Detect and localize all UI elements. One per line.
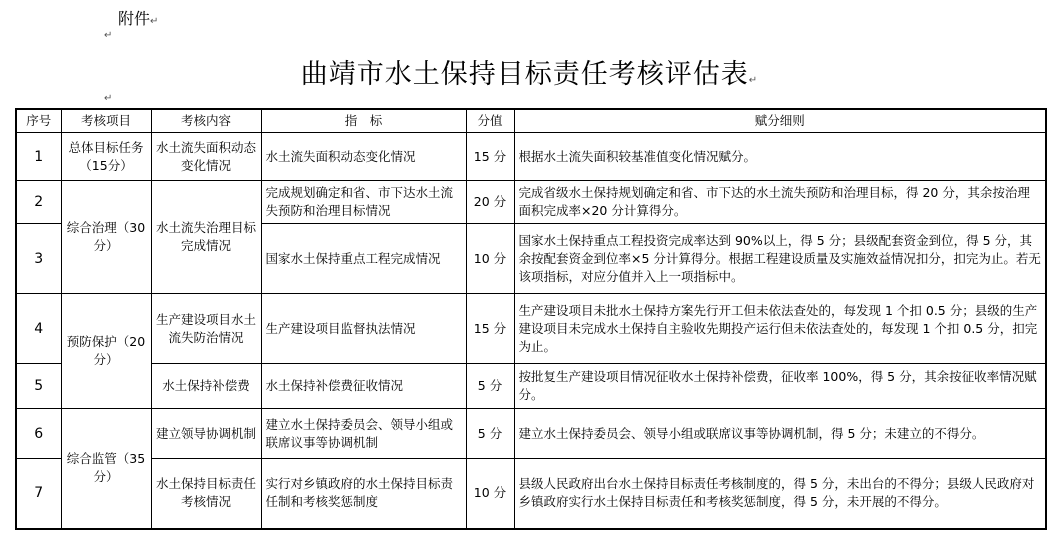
title-text: 曲靖市水土保持目标责任考核评估表	[300, 59, 749, 90]
row-seq: 1	[16, 133, 61, 181]
row-content: 建立领导协调机制	[151, 409, 261, 459]
row-indicator: 水土流失面积动态变化情况	[261, 133, 466, 181]
table-row	[16, 181, 1046, 224]
row-indicator: 完成规划确定和省、市下达水土流失预防和治理目标情况	[261, 181, 466, 224]
row-indicator: 国家水土保持重点工程完成情况	[261, 224, 466, 294]
paragraph-mark-icon: ↵	[104, 93, 113, 104]
attachment-label	[118, 6, 158, 29]
row-score: 15 分	[466, 133, 514, 181]
row-seq: 2	[16, 181, 61, 224]
header-indicator: 指 标	[261, 109, 466, 133]
row-indicator: 实行对乡镇政府的水土保持目标责任制和考核奖惩制度	[261, 459, 466, 529]
row-score: 5 分	[466, 409, 514, 459]
row-content: 水土流失面积动态变化情况	[151, 133, 261, 181]
row-indicator: 建立水土保持委员会、领导小组或联席议事等协调机制	[261, 409, 466, 459]
row-score: 10 分	[466, 459, 514, 529]
row-content: 生产建设项目水土流失防治情况	[151, 294, 261, 364]
row-detail: 根据水土流失面积较基准值变化情况赋分。	[514, 133, 1046, 181]
row-content: 水土保持目标责任考核情况	[151, 459, 261, 529]
row-detail: 完成省级水土保持规划确定和省、市下达的水土流失预防和治理目标，得 20 分，其余按治理面积完成率×20 分计算得分。	[514, 181, 1046, 224]
header-item: 考核项目	[61, 109, 151, 133]
row-detail: 县级人民政府出台水土保持目标责任考核制度的，得 5 分，未出台的不得分；县级人民政府对乡镇政府实行水土保持目标责任和考核奖惩制度，得 5 分，未开展的不得分。	[514, 459, 1046, 529]
group-item: 综合监管（35分）	[61, 409, 151, 529]
table-header-row	[16, 109, 1046, 133]
paragraph-mark-icon: ↵	[104, 30, 113, 41]
row-seq: 7	[16, 459, 61, 529]
page-title	[0, 52, 1059, 91]
header-content: 考核内容	[151, 109, 261, 133]
row-score: 20 分	[466, 181, 514, 224]
header-detail: 赋分细则	[514, 109, 1046, 133]
table-row	[16, 459, 1046, 529]
row-content: 水土流失治理目标完成情况	[151, 181, 261, 294]
group-item: 预防保护（20分）	[61, 294, 151, 409]
row-indicator: 水土保持补偿费征收情况	[261, 364, 466, 409]
header-score: 分值	[466, 109, 514, 133]
row-detail: 国家水土保持重点工程投资完成率达到 90%以上，得 5 分；县级配套资金到位，得 5 分，其余按配套资金到位率×5 分计算得分。根据工程建设质量及实施效益情况扣分，扣完为止。若无该项指标，对应分值并入上一项指标中。	[514, 224, 1046, 294]
paragraph-mark-icon: ↵	[748, 75, 759, 86]
row-seq: 4	[16, 294, 61, 364]
group-item: 总体目标任务（15分）	[61, 133, 151, 181]
row-seq: 3	[16, 224, 61, 294]
table-row	[16, 133, 1046, 181]
row-detail: 按批复生产建设项目情况征收水土保持补偿费，征收率 100%，得 5 分，其余按征收率情况赋分。	[514, 364, 1046, 409]
row-seq: 6	[16, 409, 61, 459]
attachment-text: 附件	[118, 9, 151, 28]
assessment-table	[15, 108, 1047, 530]
row-score: 5 分	[466, 364, 514, 409]
row-detail: 生产建设项目未批水土保持方案先行开工但未依法查处的，每发现 1 个扣 0.5 分；县级的生产建设项目未完成水土保持自主验收先期投产运行但未依法查处的，每发现 1 个扣 0.5 分，扣完为止。	[514, 294, 1046, 364]
paragraph-mark-icon: ↵	[150, 16, 159, 27]
row-content: 水土保持补偿费	[151, 364, 261, 409]
group-item: 综合治理（30分）	[61, 181, 151, 294]
row-score: 15 分	[466, 294, 514, 364]
table-row	[16, 294, 1046, 364]
row-detail: 建立水土保持委员会、领导小组或联席议事等协调机制，得 5 分；未建立的不得分。	[514, 409, 1046, 459]
row-score: 10 分	[466, 224, 514, 294]
table-row	[16, 364, 1046, 409]
table-row	[16, 409, 1046, 459]
row-indicator: 生产建设项目监督执法情况	[261, 294, 466, 364]
header-seq: 序号	[16, 109, 61, 133]
row-seq: 5	[16, 364, 61, 409]
